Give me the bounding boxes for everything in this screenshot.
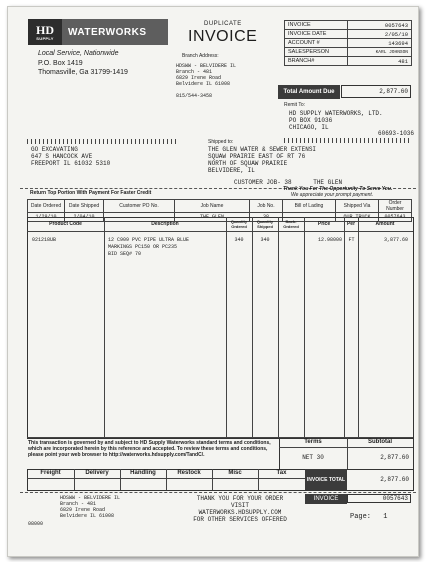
form-code: 08000: [28, 521, 44, 527]
customer-job-name: THE GLEN: [313, 179, 343, 186]
order-info-header: Job Name: [175, 200, 250, 213]
order-info-header: Date Ordered: [28, 200, 65, 213]
line-item-qty-shipped: 340: [260, 237, 270, 243]
remit-to-label: Remit To:: [284, 102, 306, 108]
order-info-value: OUR TRUCK: [336, 213, 379, 222]
amount-header: Amount: [375, 220, 395, 227]
summary-value: 0057643: [348, 21, 412, 30]
remit-line: PO BOX 91036: [289, 117, 333, 124]
branch-line: 6829 Irene Road: [176, 75, 222, 81]
line-item-per: FT: [348, 237, 355, 243]
per-header: Per: [346, 220, 356, 227]
order-info-header: Customer PO No.: [104, 200, 175, 213]
subtotal-label: Subtotal: [368, 439, 392, 445]
column-divider: [278, 217, 279, 437]
thank-you-line: THANK YOU FOR YOUR ORDER: [196, 495, 284, 502]
order-info-value: 0057643: [379, 213, 412, 222]
summary-row: [285, 39, 412, 48]
page-label: Page:: [350, 513, 372, 521]
summary-value: 143694: [348, 39, 412, 48]
order-info-value: 2/04/10: [65, 213, 104, 222]
tax-label: Tax: [276, 470, 287, 476]
order-info-header: Order Number: [379, 200, 412, 213]
bottom-invoice-label: INVOICE: [305, 494, 347, 504]
summary-value: KARL JOHNSON: [348, 48, 412, 57]
terms-and-conditions-text: This transaction is governed by and subject to HD Supply Waterworks standard terms and conditions, which are incorporated herein by this reference and accepted. To review these terms and conditions, please point your web browser to http://waterworks.hdsupply.com/TandC/.: [28, 440, 271, 458]
line-item-price: 12.98000: [317, 237, 342, 243]
thank-you-line: WATERWORKS.HDSUPPLY.COM: [198, 509, 282, 516]
invoice-total-label: INVOICE TOTAL: [305, 469, 347, 490]
page-indicator: [350, 513, 387, 521]
order-info-value: 1/29/10: [28, 213, 65, 222]
hd-supply-logo-mark: [28, 19, 62, 45]
invoice-total-value: 2,877.60: [380, 476, 409, 483]
line-item-description: [108, 237, 189, 258]
quantity-shipped-header: Quantity Shipped: [256, 219, 274, 229]
remit-zip: 60693-1036: [378, 130, 415, 137]
summary-row: [285, 57, 412, 66]
order-info-header: Shipped Via: [336, 200, 379, 213]
summary-label: BRANCH#: [285, 57, 348, 66]
order-info-value: 38: [250, 213, 283, 222]
freight-label: Freight: [40, 470, 61, 476]
remit-to-address: [289, 110, 383, 131]
document-title: INVOICE: [188, 28, 258, 45]
sold-to-address: [31, 146, 110, 167]
thank-you-line: VISIT: [230, 502, 249, 509]
shipped-to-line: BELVIDERE, IL: [208, 167, 255, 174]
column-divider: [104, 217, 105, 437]
customer-job-line: [234, 179, 342, 186]
logo-mark-text: HD: [36, 22, 54, 37]
summary-row: [285, 30, 412, 39]
return-note: Return Top Portion With Payment For Faster Credit: [30, 190, 152, 196]
line-items-area: [27, 217, 414, 439]
quantity-ordered-header: Quantity Ordered: [230, 219, 248, 229]
shipped-to-address: [208, 146, 316, 174]
sold-to-line: GO EXCAVATING: [31, 146, 78, 153]
bottom-branch-line: Belvidere IL 61008: [60, 513, 115, 519]
branch-address-label: Branch Address:: [182, 53, 219, 59]
tick-ruler: [284, 138, 412, 143]
duplicate-label: DUPLICATE: [204, 21, 242, 27]
order-info-value: THE GLEN: [175, 213, 250, 222]
misc-label: Misc: [228, 470, 242, 476]
product-code-header: Product Code: [49, 220, 82, 227]
bottom-branch-address: [60, 495, 120, 519]
vendor-tagline: Local Service, Nationwide: [38, 50, 119, 57]
summary-label: ACCOUNT #: [285, 39, 348, 48]
summary-value: 2/05/10: [348, 30, 412, 39]
column-divider: [344, 217, 345, 437]
summary-row: [285, 48, 412, 57]
customer-job-label: CUSTOMER JOB-: [234, 179, 281, 186]
column-divider: [358, 217, 359, 437]
description-line: BID SEQ# 70: [108, 251, 142, 257]
bottom-thank-you: [180, 495, 300, 523]
delivery-label: Delivery: [85, 470, 109, 476]
order-info-header-row: [28, 200, 412, 213]
sold-to-line: 647 S HANCOCK AVE: [31, 153, 93, 160]
terms-label: Terms: [304, 439, 322, 445]
summary-value: 481: [348, 57, 412, 66]
logo-name-text: WATERWORKS: [68, 26, 147, 38]
prompt-payment-note: We appreciate your prompt payment.: [291, 192, 374, 198]
thank-you-note: Thank You For The Opportunity To Serve You.: [283, 186, 393, 192]
line-item-qty-ordered: 340: [234, 237, 244, 243]
summary-label: INVOICE: [285, 21, 348, 30]
description-header: Description: [151, 220, 179, 227]
branch-line: Belvidere IL 61008: [176, 81, 231, 87]
subtotal-value: 2,877.60: [380, 454, 409, 461]
bottom-branch-line: HDSWW - BELVIDERE IL: [60, 495, 121, 501]
invoice-summary-table: [284, 20, 412, 66]
column-divider: [226, 217, 227, 437]
shipped-to-label: Shipped to:: [208, 139, 234, 145]
back-ordered-header: Back-Ordered: [283, 219, 299, 229]
restock-label: Restock: [177, 470, 201, 476]
shipped-to-line: THE GLEN WATER & SEWER EXTENSI: [208, 146, 317, 153]
tick-ruler: [27, 139, 177, 144]
remit-line: CHICAGO, IL: [289, 124, 329, 131]
company-logo: [28, 19, 168, 45]
shipped-to-line: SQUAW PRAIRIE EAST OF RT 76: [208, 153, 306, 160]
invoice-sheet: [7, 6, 419, 557]
price-header: Price: [317, 220, 331, 227]
line-item-product-code: 021218UB: [32, 237, 57, 243]
bottom-invoice-value: 0057643: [347, 494, 411, 503]
description-line: MARKINGS PC150 OR PC235: [108, 244, 178, 250]
shipped-to-line: NORTH OF SQUAW PRAIRIE: [208, 160, 288, 167]
branch-phone: 815/544-3458: [176, 93, 213, 99]
terms-subtotal-rule: [279, 447, 413, 448]
remit-line: HD SUPPLY WATERWORKS, LTD.: [289, 110, 383, 117]
terms-value: NET 30: [302, 454, 324, 461]
sold-to-line: FREEPORT IL 61032 5310: [31, 160, 111, 167]
bottom-tear-line: [20, 492, 416, 493]
branch-address-block: [176, 63, 236, 87]
total-amount-due-value: 2,877.60: [341, 85, 411, 98]
summary-row: [285, 21, 412, 30]
page-number: 1: [383, 513, 388, 521]
vendor-address2: Thomasville, Ga 31799-1419: [38, 69, 128, 76]
summary-label: INVOICE DATE: [285, 30, 348, 39]
branch-line: HDSWW - BELVIDERE IL: [176, 63, 237, 69]
column-divider: [252, 217, 253, 437]
description-line: 12 C909 PVC PIPE ULTRA BLUE: [108, 237, 190, 243]
bottom-branch-line: Branch - 481: [60, 501, 97, 507]
order-info-header: Bill of Lading: [283, 200, 336, 213]
thank-you-line: FOR OTHER SERVICES OFFERED: [193, 516, 287, 523]
total-amount-due-label: Total Amount Due: [278, 85, 340, 99]
vendor-address1: P.O. Box 1419: [38, 60, 83, 67]
handling-label: Handling: [130, 470, 156, 476]
branch-line: Branch - 481: [176, 69, 213, 75]
bottom-branch-line: 6829 Irene Road: [60, 507, 106, 513]
order-info-header: Date Shipped: [65, 200, 104, 213]
line-items-header-rule: [27, 231, 413, 232]
customer-job-number: 38: [284, 179, 292, 186]
order-info-header: Job No.: [250, 200, 283, 213]
logo-sub-text: SUPPLY: [36, 35, 54, 41]
line-item-amount: 3,877.60: [383, 237, 408, 243]
column-divider: [304, 217, 305, 437]
summary-label: SALESPERSON: [285, 48, 348, 57]
